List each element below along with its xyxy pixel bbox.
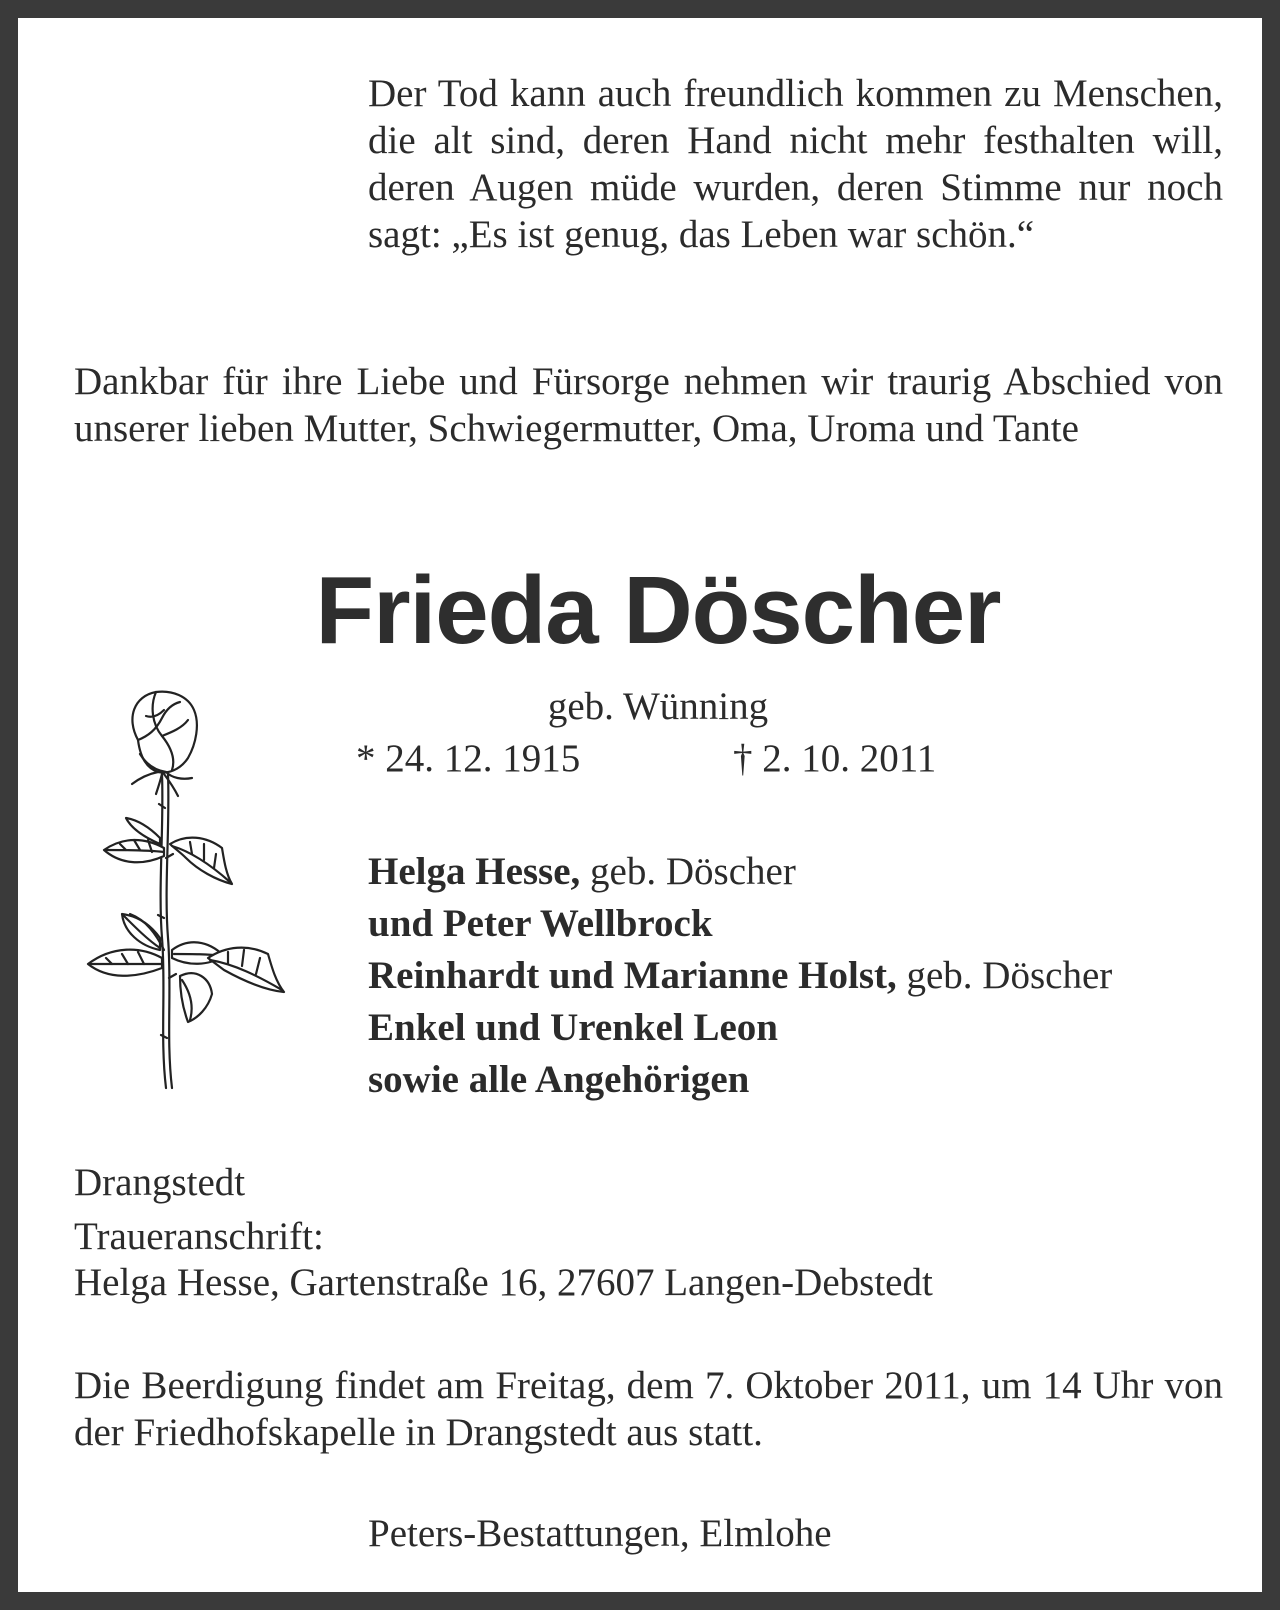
death-date: † 2. 10. 2011	[733, 737, 937, 780]
mourner-line	[368, 898, 1248, 950]
mourner-name: Helga Hesse,	[368, 850, 581, 893]
deceased-name: Frieda Döscher	[315, 557, 1001, 664]
mourner-name: Reinhardt und Marianne Holst,	[368, 954, 897, 997]
place-name: Drangstedt	[74, 1161, 246, 1204]
undertaker-name: Peters-Bestattungen, Elmlohe	[368, 1512, 832, 1555]
funeral-info: Die Beerdigung findet am Freitag, dem 7. Oktober 2011, um 14 Uhr von der Friedhofskapelle in Drangstedt aus statt.	[74, 1364, 1223, 1454]
mourner-line	[368, 846, 1248, 898]
mourner-note: geb. Döscher	[580, 850, 796, 893]
memorial-quote: Der Tod kann auch freundlich kommen zu Menschen, die alt sind, deren Hand nicht mehr festhalten will, deren Augen müde wurden, deren Stimme nur noch sagt: „Es ist genug, das Leben war schön.“	[368, 72, 1223, 256]
mourner-name: sowie alle Angehörigen	[368, 1058, 750, 1101]
intro-text: Dankbar für ihre Liebe und Fürsorge nehmen wir traurig Abschied von unserer lieben Mutter, Schwiegermutter, Oma, Uroma und Tante	[74, 360, 1223, 450]
maiden-name: geb. Wünning	[547, 685, 769, 728]
mourner-line	[368, 950, 1248, 1002]
mourners-list	[368, 846, 1248, 1106]
birth-date: * 24. 12. 1915	[356, 737, 581, 780]
mourner-note: geb. Döscher	[896, 954, 1113, 997]
mourner-name: und Peter Wellbrock	[368, 902, 713, 945]
mourner-line	[368, 1002, 1248, 1054]
mourner-line	[368, 1054, 1248, 1106]
mourning-address	[74, 1214, 933, 1306]
address-label: Traueranschrift:	[74, 1215, 324, 1258]
mourner-name: Enkel und Urenkel Leon	[368, 1006, 778, 1049]
address-text: Helga Hesse, Gartenstraße 16, 27607 Langen-Debstedt	[74, 1261, 933, 1304]
rose-icon	[76, 688, 286, 1113]
